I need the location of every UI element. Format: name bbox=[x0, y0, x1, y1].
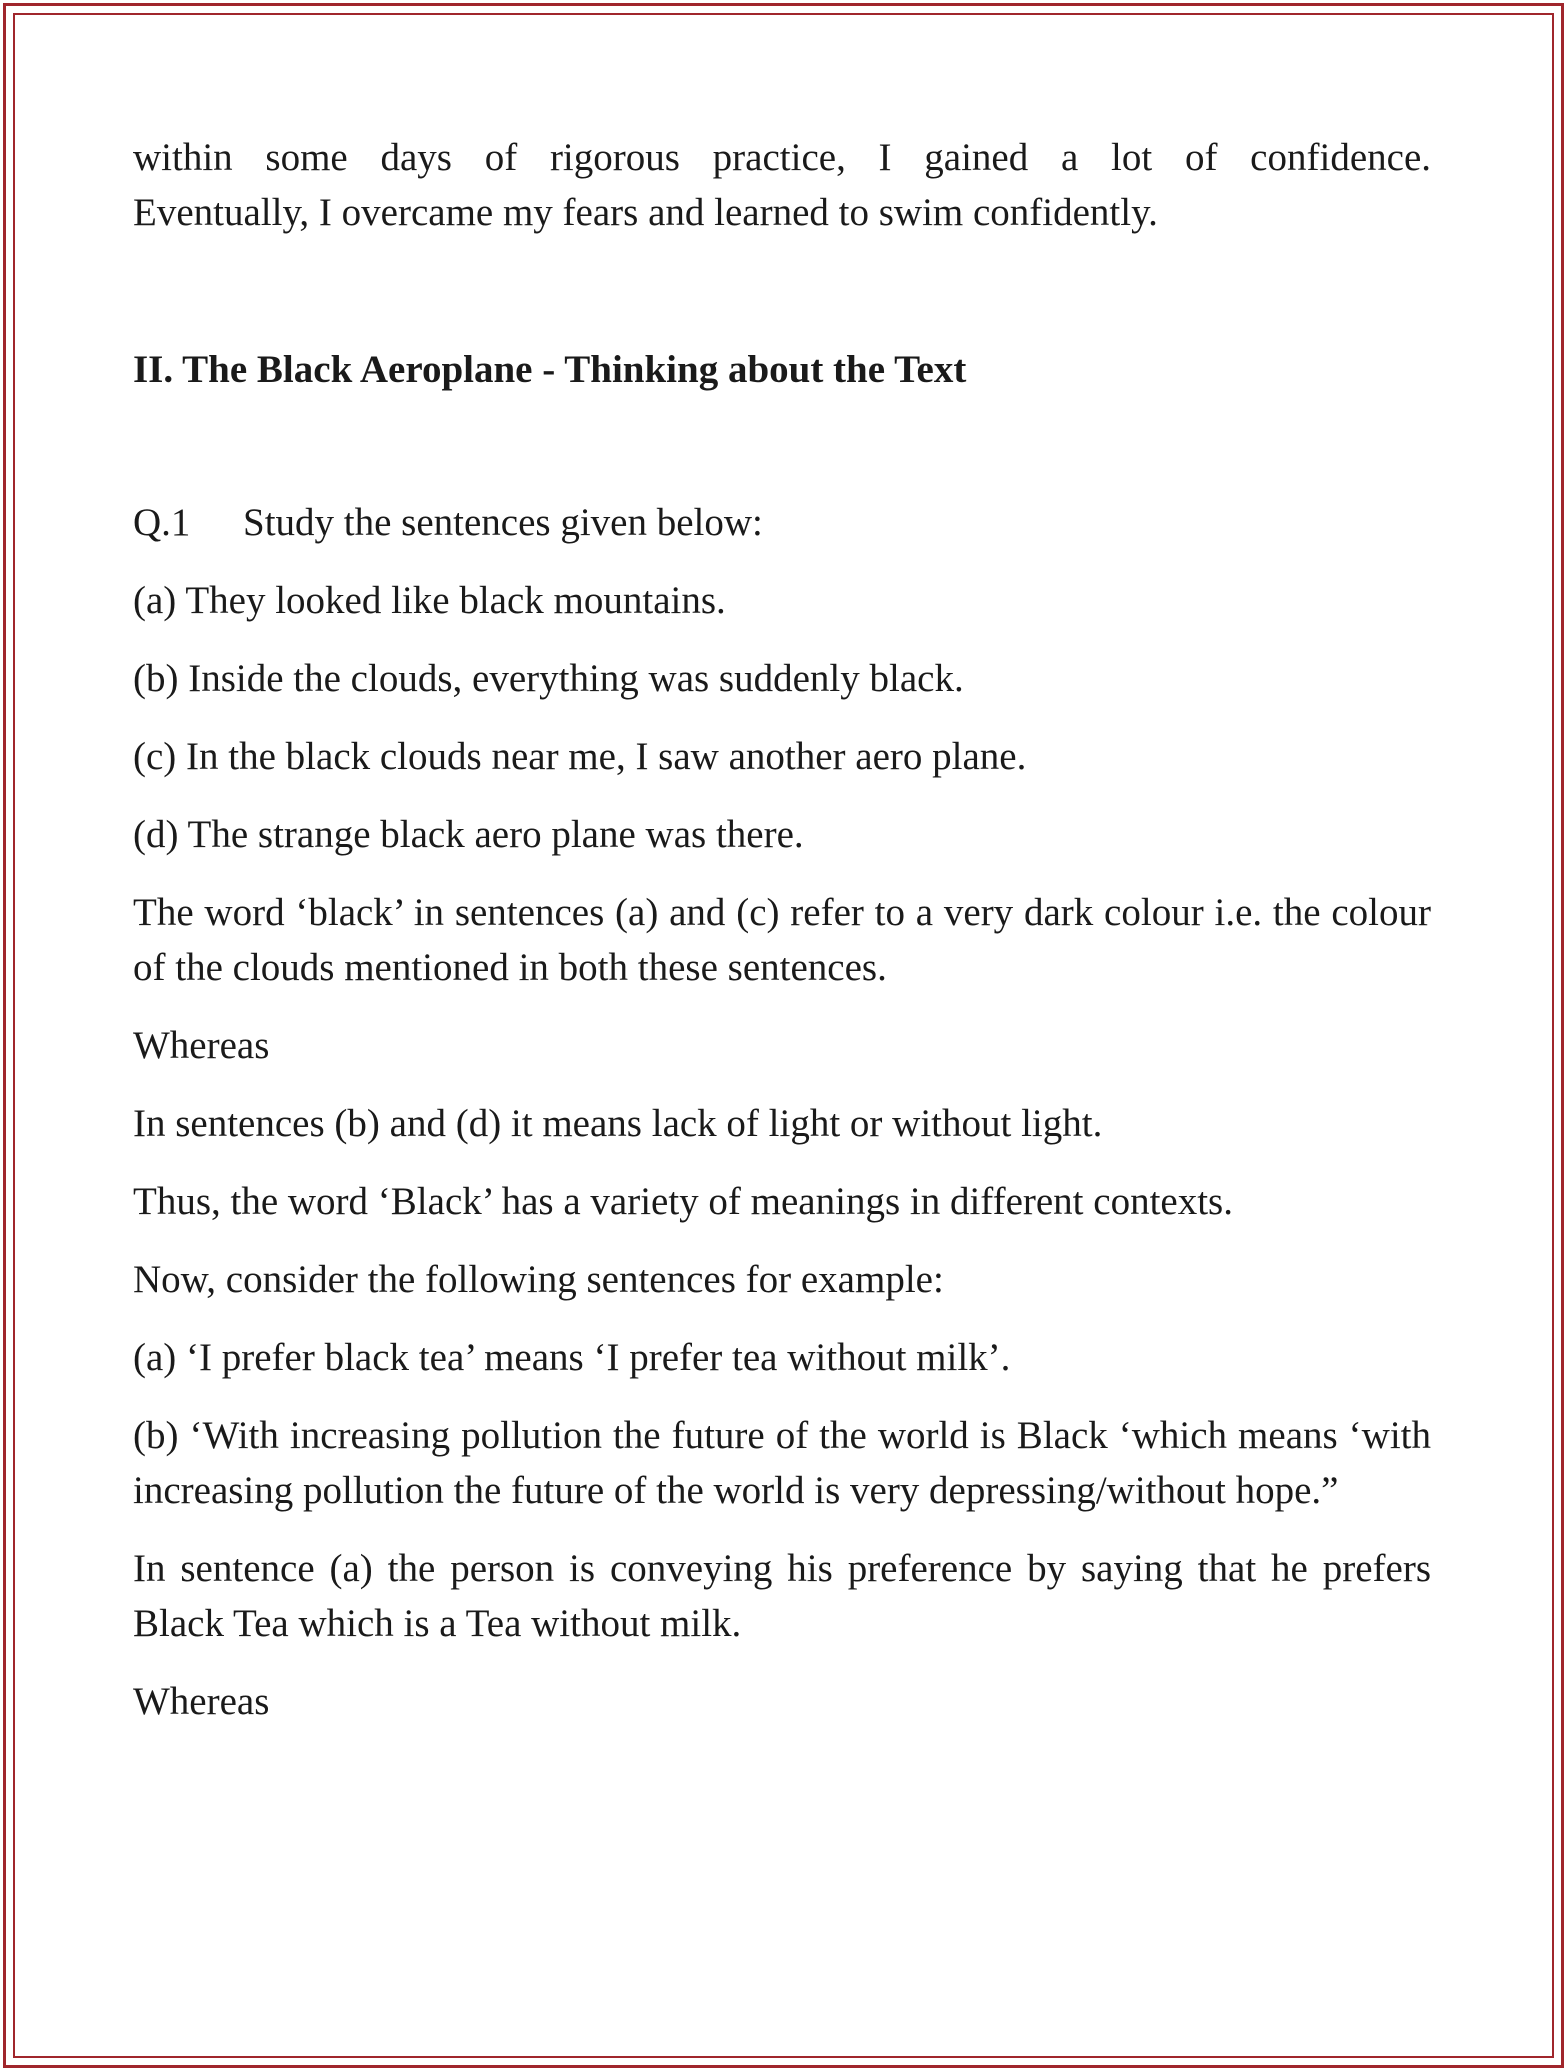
document-page bbox=[133, 130, 1431, 1729]
example-sentence: (b) Inside the clouds, everything was suddenly black. bbox=[133, 657, 964, 700]
paragraph: Whereas bbox=[133, 1024, 270, 1067]
paragraph-line: within some days of rigorous practice, I gained a lot of confidence. bbox=[133, 136, 1431, 179]
paragraph: Whereas bbox=[133, 1680, 270, 1723]
question-number: Q.1 bbox=[133, 501, 191, 544]
question-text: Study the sentences given below: bbox=[243, 501, 763, 544]
paragraph: The word ‘black’ in sentences (a) and (c) refer to a very dark colour i.e. the colour of the clouds mentioned in both these sentences. bbox=[133, 891, 1431, 989]
example-sentence: (a) They looked like black mountains. bbox=[133, 579, 726, 622]
example-sentence: (b) ‘With increasing pollution the future of the world is Black ‘which means ‘with increasing pollution the future of the world is very depressing/without hope.” bbox=[133, 1414, 1431, 1512]
paragraph: Thus, the word ‘Black’ has a variety of meanings in different contexts. bbox=[133, 1180, 1233, 1223]
question-line bbox=[133, 495, 1431, 550]
example-sentence: (d) The strange black aero plane was there. bbox=[133, 813, 804, 856]
paragraph: In sentence (a) the person is conveying his preference by saying that he prefers Black Tea which is a Tea without milk. bbox=[133, 1547, 1431, 1645]
section-heading: II. The Black Aeroplane - Thinking about the Text bbox=[133, 348, 967, 391]
example-sentence: (a) ‘I prefer black tea’ means ‘I prefer tea without milk’. bbox=[133, 1336, 1011, 1379]
paragraph: In sentences (b) and (d) it means lack of light or without light. bbox=[133, 1102, 1103, 1145]
paragraph: Now, consider the following sentences for example: bbox=[133, 1258, 944, 1301]
example-sentence: (c) In the black clouds near me, I saw another aero plane. bbox=[133, 735, 1027, 778]
paragraph-line: Eventually, I overcame my fears and learned to swim confidently. bbox=[133, 191, 1158, 234]
